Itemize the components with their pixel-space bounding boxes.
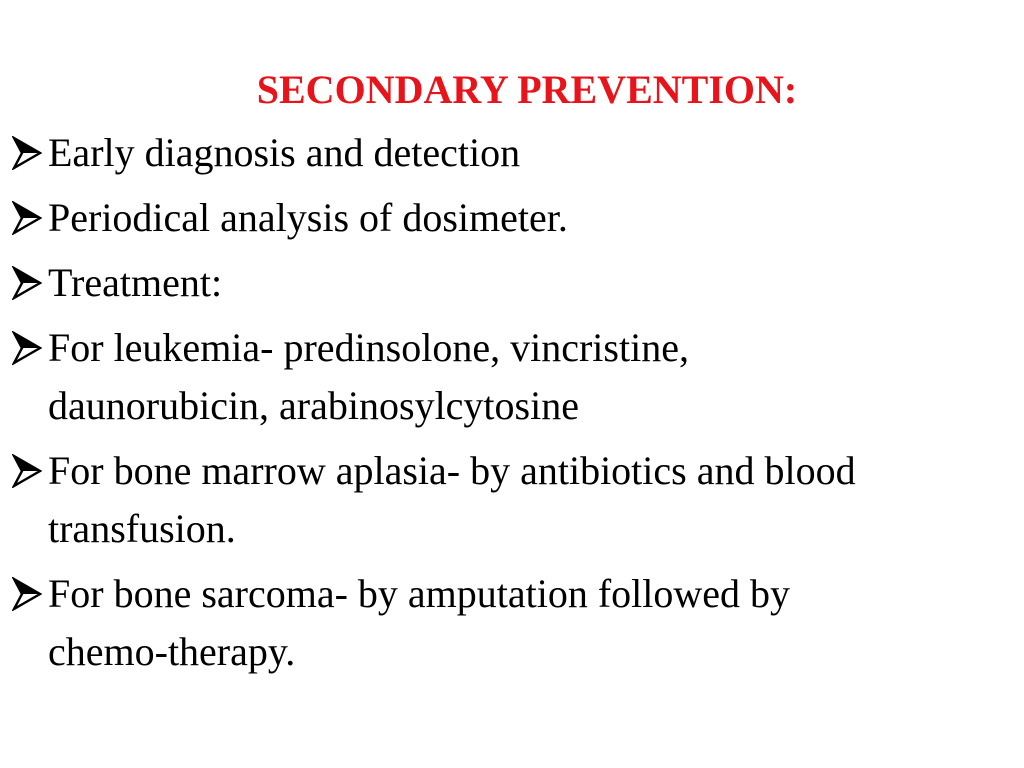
arrow-bullet-icon — [12, 124, 48, 182]
list-item-line: Treatment: — [48, 260, 223, 305]
list-item — [12, 319, 1012, 435]
list-item — [12, 565, 1012, 681]
list-item — [12, 124, 1012, 182]
list-item-line: chemo-therapy. — [48, 629, 296, 674]
arrow-bullet-icon — [12, 254, 48, 312]
list-item — [12, 189, 1012, 247]
slide-title: SECONDARY PREVENTION: — [256, 67, 798, 112]
list-item-line: transfusion. — [48, 506, 236, 551]
list-item-line: daunorubicin, arabinosylcytosine — [48, 383, 579, 428]
list-item-line: For leukemia- predinsolone, vincristine, — [48, 325, 689, 370]
list-item — [12, 254, 1012, 312]
list-item-text — [48, 189, 568, 247]
list-item-text — [48, 254, 222, 312]
list-item-text — [48, 319, 689, 435]
list-item-line: For bone sarcoma- by amputation followed by — [48, 571, 791, 616]
list-item — [12, 442, 1012, 558]
list-item-line: For bone marrow aplasia- by antibiotics and blood — [48, 448, 856, 493]
list-item-line: Periodical analysis of dosimeter. — [48, 195, 568, 240]
arrow-bullet-icon — [12, 189, 48, 247]
arrow-bullet-icon — [12, 565, 48, 623]
arrow-bullet-icon — [12, 442, 48, 500]
bullet-list — [12, 124, 1012, 688]
list-item-text — [48, 565, 790, 681]
list-item-line: Early diagnosis and detection — [48, 130, 521, 175]
list-item-text — [48, 124, 520, 182]
arrow-bullet-icon — [12, 319, 48, 377]
list-item-text — [48, 442, 856, 558]
